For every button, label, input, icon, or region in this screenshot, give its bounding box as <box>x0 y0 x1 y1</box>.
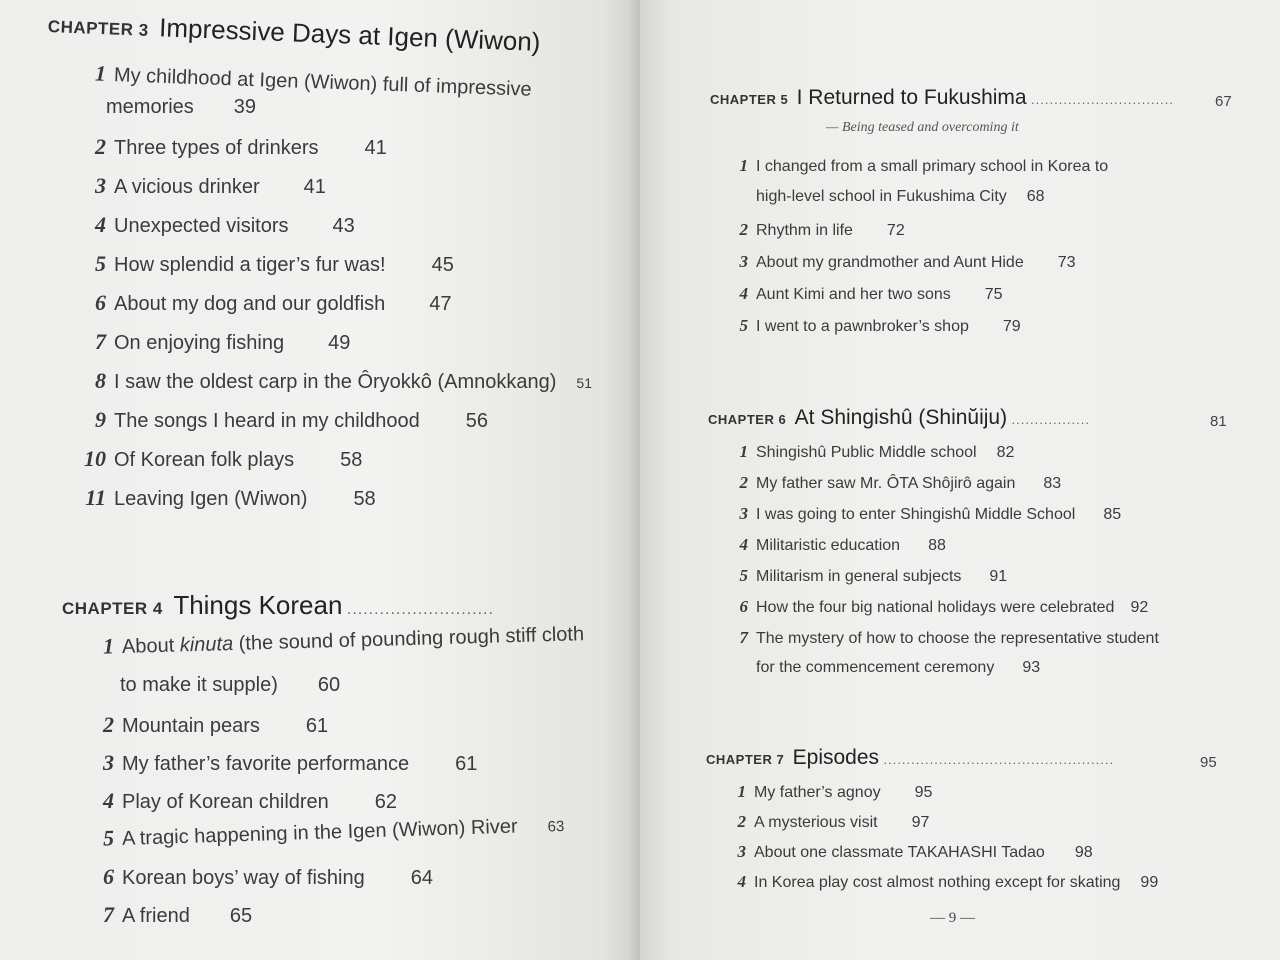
entry-page: 62 <box>374 791 398 813</box>
chapter-page: 67 <box>1215 93 1232 110</box>
entry-title-suffix: (the sound of pounding rough stiff cloth <box>232 623 585 655</box>
chapter-6-heading <box>708 406 1090 430</box>
entry-title-italic: kinuta <box>179 632 234 657</box>
toc-entry-continuation <box>106 96 256 119</box>
entry-number: 11 <box>85 485 106 510</box>
entry-page: 79 <box>1002 318 1021 335</box>
chapter-4 <box>62 590 632 940</box>
entry-number: 10 <box>84 446 106 471</box>
entry-title: A mysterious visit <box>754 814 878 831</box>
toc-entry <box>88 902 252 928</box>
entry-number: 9 <box>95 407 106 432</box>
entry-title: Of Korean folk plays <box>114 449 295 471</box>
entry-page: 58 <box>340 449 363 471</box>
entry-number: 3 <box>739 252 748 271</box>
entry-page: 83 <box>1043 475 1062 492</box>
toc-entry <box>88 620 585 660</box>
entry-number: 4 <box>95 212 106 237</box>
entry-page: 41 <box>364 137 387 159</box>
page-number: — 9 — <box>930 910 975 926</box>
entry-number: 3 <box>103 750 114 775</box>
entry-number: 2 <box>95 134 106 159</box>
entry-title: Leaving Igen (Wiwon) <box>114 488 308 510</box>
entry-title: A friend <box>122 905 190 927</box>
entry-page: 39 <box>233 96 257 118</box>
toc-entry <box>88 811 565 852</box>
entry-number: 2 <box>739 473 748 492</box>
toc-entry <box>730 842 1093 862</box>
entry-title: Shingishû Public Middle school <box>756 444 977 461</box>
chapter-6 <box>708 406 1274 696</box>
entry-title: Korean boys’ way of fishing <box>122 867 365 889</box>
entry-title: I went to a pawnbroker’s shop <box>756 318 969 335</box>
chapter-7-heading <box>706 746 1114 770</box>
entry-number: 6 <box>103 864 114 889</box>
toc-entry-continuation <box>756 188 1045 206</box>
entry-number: 4 <box>739 535 748 554</box>
entry-title: About my dog and our goldfish <box>114 293 386 315</box>
entry-page: 51 <box>576 375 592 391</box>
entry-number: 2 <box>739 220 748 239</box>
toc-entry <box>88 750 477 776</box>
entry-title: My father’s favorite performance <box>122 753 410 775</box>
toc-entry <box>88 712 328 738</box>
entry-page: 61 <box>305 715 329 737</box>
toc-entry <box>732 566 1007 586</box>
entry-title: The songs I heard in my childhood <box>114 410 420 432</box>
toc-entry <box>732 597 1148 617</box>
entry-page: 82 <box>996 444 1015 461</box>
chapter-subtitle: — Being teased and overcoming it <box>826 120 1019 135</box>
chapter-3 <box>48 8 628 528</box>
chapter-title: I Returned to Fukushima <box>796 86 1027 109</box>
entry-number: 4 <box>103 788 114 813</box>
entry-page: 99 <box>1140 874 1159 891</box>
toc-entry <box>80 134 387 160</box>
chapter-page: 81 <box>1210 413 1227 430</box>
toc-entry <box>80 368 592 394</box>
entry-page: 65 <box>229 905 253 927</box>
chapter-5 <box>710 86 1270 346</box>
entry-title: In Korea play cost almost nothing except for skating <box>754 874 1121 891</box>
entry-number: 2 <box>737 812 746 831</box>
entry-page: 47 <box>429 293 452 315</box>
entry-number: 1 <box>94 60 107 86</box>
entry-title: My father’s agnoy <box>754 784 881 801</box>
entry-title: How splendid a tiger’s fur was! <box>114 254 386 276</box>
leader-dots: ........................... <box>346 601 494 618</box>
entry-page: 43 <box>332 215 355 237</box>
entry-title: Rhythm in life <box>756 222 853 239</box>
chapter-title: Impressive Days at Igen (Wiwon) <box>158 12 541 57</box>
entry-title: I was going to enter Shingishû Middle School <box>756 506 1076 523</box>
entry-title-continued: high-level school in Fukushima City <box>756 188 1007 205</box>
entry-number: 1 <box>739 156 748 175</box>
entry-title: Unexpected visitors <box>114 215 289 237</box>
toc-entry <box>732 473 1061 493</box>
entry-number: 8 <box>95 368 106 393</box>
entry-number: 2 <box>103 712 114 737</box>
entry-number: 3 <box>737 842 746 861</box>
entry-number: 4 <box>737 872 746 891</box>
entry-title: Mountain pears <box>122 715 260 737</box>
toc-entry <box>732 220 905 240</box>
chapter-3-heading <box>47 8 541 58</box>
entry-title: A vicious drinker <box>114 176 260 198</box>
entry-title: About my grandmother and Aunt Hide <box>756 254 1024 271</box>
entry-number: 5 <box>739 316 748 335</box>
entry-page: 64 <box>410 867 433 889</box>
toc-entry <box>732 156 1108 176</box>
chapter-4-heading <box>62 590 494 621</box>
leader-dots: ................. <box>1011 412 1090 427</box>
toc-entry <box>80 329 350 355</box>
entry-title-continued: for the commencement ceremony <box>756 659 995 676</box>
entry-title: Aunt Kimi and her two sons <box>756 286 951 303</box>
entry-page: 68 <box>1026 188 1045 205</box>
toc-entry <box>730 872 1158 892</box>
entry-page: 73 <box>1057 254 1076 271</box>
chapter-label: CHAPTER 4 <box>62 599 163 618</box>
toc-entry <box>732 284 1003 304</box>
chapter-title: Things Korean <box>173 590 343 620</box>
toc-entry <box>80 173 326 199</box>
entry-number: 7 <box>739 628 748 647</box>
entry-page: 60 <box>317 674 341 696</box>
toc-entry-continuation <box>756 659 1040 677</box>
entry-page: 41 <box>303 176 326 198</box>
chapter-page: 95 <box>1200 754 1217 771</box>
chapter-label: CHAPTER 5 <box>710 92 789 107</box>
entry-title: I changed from a small primary school in Korea to <box>756 158 1109 175</box>
entry-page: 91 <box>989 568 1008 585</box>
toc-entry <box>88 864 433 890</box>
entry-number: 6 <box>739 597 748 616</box>
entry-number: 1 <box>737 782 746 801</box>
chapter-title: Episodes <box>792 746 880 769</box>
entry-page: 63 <box>547 818 565 836</box>
toc-entry <box>732 628 1159 648</box>
entry-page: 85 <box>1103 506 1122 523</box>
entry-title: I saw the oldest carp in the Ôryokkô (Amnokkang) <box>114 371 557 393</box>
entry-page: 95 <box>914 784 933 801</box>
toc-entry <box>80 485 376 511</box>
entry-number: 7 <box>103 902 114 927</box>
toc-entry <box>732 252 1076 272</box>
toc-entry <box>732 504 1121 524</box>
entry-page: 75 <box>984 286 1003 303</box>
entry-page: 92 <box>1130 599 1149 616</box>
entry-title-continued: to make it supple) <box>120 674 278 696</box>
chapter-label: CHAPTER 7 <box>706 752 785 767</box>
entry-page: 45 <box>431 254 454 276</box>
entry-page: 98 <box>1074 844 1093 861</box>
toc-entry-continuation <box>120 674 340 697</box>
entry-page: 97 <box>911 814 930 831</box>
toc-entry <box>80 212 355 238</box>
toc-entry <box>732 442 1014 462</box>
toc-entry <box>80 290 452 316</box>
chapter-title: At Shingishû (Shinŭiju) <box>794 406 1008 429</box>
entry-title: A tragic happening in the Igen (Wiwon) River <box>121 815 518 850</box>
toc-entry <box>730 812 929 832</box>
chapter-7 <box>706 746 1276 896</box>
leader-dots: .................................................. <box>883 752 1115 767</box>
entry-title-continued: memories <box>106 96 194 118</box>
entry-title: Militarism in general subjects <box>756 568 962 585</box>
toc-entry <box>732 535 946 555</box>
toc-entry <box>80 407 488 433</box>
entry-number: 5 <box>102 825 115 851</box>
toc-entry <box>730 782 932 802</box>
entry-page: 72 <box>886 222 905 239</box>
entry-title: The mystery of how to choose the representative student <box>756 630 1159 647</box>
entry-title: Three types of drinkers <box>114 137 319 159</box>
toc-entry <box>88 788 397 814</box>
entry-page: 88 <box>928 537 946 554</box>
leader-dots: ............................... <box>1031 92 1175 107</box>
chapter-label: CHAPTER 3 <box>47 17 150 40</box>
entry-title: Play of Korean children <box>122 791 329 813</box>
entry-title: Militaristic education <box>756 537 901 554</box>
entry-page: 93 <box>1022 659 1041 676</box>
chapter-5-heading <box>710 86 1174 110</box>
entry-title: How the four big national holidays were celebrated <box>756 599 1115 616</box>
entry-number: 5 <box>95 251 106 276</box>
entry-title-prefix: About <box>121 634 181 659</box>
entry-title: On enjoying fishing <box>114 332 285 354</box>
entry-page: 61 <box>455 753 478 775</box>
entry-number: 5 <box>739 566 748 585</box>
entry-number: 6 <box>95 290 106 315</box>
right-page <box>640 0 1280 960</box>
entry-number: 1 <box>102 633 115 659</box>
entry-title: My father saw Mr. ÔTA Shôjirô again <box>756 475 1016 492</box>
entry-title: About one classmate TAKAHASHI Tadao <box>754 844 1045 861</box>
entry-title: My childhood at Igen (Wiwon) full of impressive <box>113 64 533 101</box>
entry-number: 3 <box>739 504 748 523</box>
entry-page: 58 <box>353 488 376 510</box>
entry-number: 1 <box>739 442 748 461</box>
entry-number: 3 <box>95 173 106 198</box>
entry-number: 4 <box>739 284 748 303</box>
chapter-label: CHAPTER 6 <box>708 412 787 427</box>
toc-entry <box>80 251 454 277</box>
toc-entry <box>732 316 1021 336</box>
entry-page: 49 <box>328 332 351 354</box>
entry-page: 56 <box>465 410 488 432</box>
entry-number: 7 <box>95 329 106 354</box>
toc-entry <box>80 446 362 472</box>
